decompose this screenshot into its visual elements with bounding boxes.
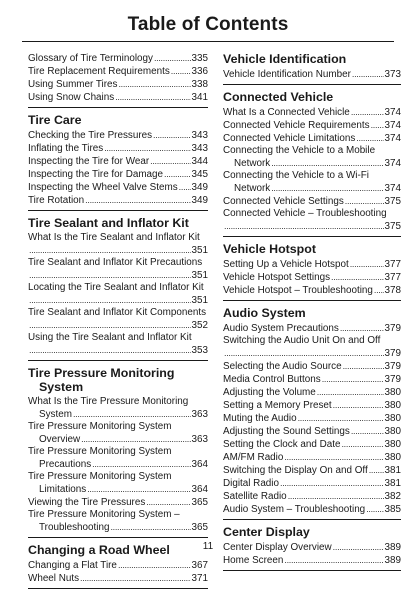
title-divider <box>22 41 394 42</box>
toc-section-vehicle-hotspot <box>223 242 401 301</box>
toc-entry-title: Wheel Nuts <box>28 573 80 584</box>
toc-entry-page-number: 380 <box>384 387 401 398</box>
section-heading <box>223 90 401 104</box>
toc-section-continued <box>28 52 208 108</box>
toc-entry-page-number: 377 <box>384 259 401 270</box>
toc-entry-title: Adjusting the Volume <box>223 387 316 398</box>
leader-dots <box>73 408 191 420</box>
toc-entry-page-number: 382 <box>384 491 401 502</box>
section-divider <box>223 519 401 520</box>
toc-entry-title: Locating the Tire Sealant and Inflator Kit <box>28 282 204 293</box>
toc-entry-page-number: 343 <box>191 143 208 154</box>
toc-entry-page-number: 378 <box>384 285 401 296</box>
toc-entry-title: Tire Rotation <box>28 195 85 206</box>
toc-entry[interactable] <box>223 360 401 373</box>
toc-entry-title: Audio System Precautions <box>223 323 339 334</box>
leader-dots <box>81 433 190 445</box>
toc-entry-title: Center Display Overview <box>223 542 332 553</box>
toc-entry-title: Using the Tire Sealant and Inflator Kit <box>28 332 192 343</box>
toc-entry[interactable] <box>223 284 401 297</box>
toc-entry[interactable] <box>223 68 401 81</box>
leader-dots <box>153 129 190 141</box>
toc-entry-title: Digital Radio <box>223 478 279 489</box>
page-number: 11 <box>202 541 214 552</box>
leader-dots <box>154 52 191 64</box>
leader-dots <box>351 425 384 437</box>
toc-entry-title: Vehicle Hotspot – Troubleshooting <box>223 285 373 296</box>
toc-entry-title-continued: Overview <box>39 434 81 445</box>
leader-dots <box>369 464 384 476</box>
toc-entry-title: Switching the Display On and Off <box>223 465 368 476</box>
toc-entry-page-number: 365 <box>191 497 208 508</box>
leader-dots <box>29 244 191 256</box>
section-heading <box>28 216 208 230</box>
toc-entry-title: Tire Pressure Monitoring System – <box>28 509 180 520</box>
toc-entry-page-number: 349 <box>191 195 208 206</box>
toc-entry-page-number: 353 <box>191 345 208 356</box>
toc-entry-title: Using Summer Tires <box>28 79 118 90</box>
toc-entry-page-number: 363 <box>191 409 208 420</box>
section-heading-text: Vehicle Identification <box>223 52 347 66</box>
section-heading-text: Tire Pressure Monitoring <box>28 366 175 380</box>
toc-entry[interactable] <box>28 496 208 509</box>
toc-entry-title: Tire Pressure Monitoring System <box>28 446 172 457</box>
section-divider <box>223 84 401 85</box>
section-divider <box>28 210 208 211</box>
toc-entry[interactable] <box>223 145 401 170</box>
toc-entry-page-number: 364 <box>191 459 208 470</box>
toc-entry[interactable] <box>28 421 208 446</box>
toc-entry-page-number: 345 <box>191 169 208 180</box>
section-divider <box>223 236 401 237</box>
toc-entry-title: Audio System – Troubleshooting <box>223 504 366 515</box>
toc-entry-page-number: 365 <box>191 522 208 533</box>
section-heading-text: Audio System <box>223 306 306 320</box>
toc-entry[interactable] <box>223 477 401 490</box>
toc-entry[interactable] <box>223 119 401 132</box>
toc-entry-title: Vehicle Hotspot Settings <box>223 272 331 283</box>
leader-dots <box>340 322 384 334</box>
toc-entry-page-number: 352 <box>191 320 208 331</box>
leader-dots <box>118 78 190 90</box>
toc-entry[interactable] <box>223 451 401 464</box>
leader-dots <box>374 284 384 296</box>
toc-entry-title-continued: Limitations <box>39 484 87 495</box>
section-heading-text: Vehicle Hotspot <box>223 242 316 256</box>
toc-entry-title: Connected Vehicle Limitations <box>223 133 356 144</box>
toc-entry[interactable] <box>28 307 208 332</box>
toc-entry-title: What Is a Connected Vehicle <box>223 107 350 118</box>
leader-dots <box>351 106 384 118</box>
toc-entry[interactable] <box>223 271 401 284</box>
toc-section-tire-care <box>28 113 208 211</box>
toc-entry-title: Inspecting the Tire for Wear <box>28 156 150 167</box>
section-heading-text: Tire Care <box>28 113 82 127</box>
toc-section-tire-sealant-and-inflator-kit <box>28 216 208 361</box>
toc-entry-title: What Is the Tire Sealant and Inflator Kit <box>28 232 200 243</box>
toc-entry-title: Setting Up a Vehicle Hotspot <box>223 259 349 270</box>
toc-entry-title: Satellite Radio <box>223 491 287 502</box>
toc-entry-page-number: 380 <box>384 426 401 437</box>
section-divider <box>28 107 208 108</box>
toc-entry-page-number: 381 <box>384 478 401 489</box>
leader-dots <box>280 477 384 489</box>
toc-entry-page-number: 389 <box>384 542 401 553</box>
toc-entry-title: Inspecting the Tire for Damage <box>28 169 164 180</box>
toc-entry-page-number: 374 <box>384 133 401 144</box>
section-heading <box>28 113 208 127</box>
leader-dots <box>341 438 383 450</box>
leader-dots <box>284 451 383 463</box>
section-heading <box>223 306 401 320</box>
toc-entry[interactable] <box>28 509 208 534</box>
toc-entry-title: Connected Vehicle Settings <box>223 196 344 207</box>
toc-entry-page-number: 371 <box>191 573 208 584</box>
toc-entry[interactable] <box>28 232 208 257</box>
toc-entry[interactable] <box>223 412 401 425</box>
toc-entry[interactable] <box>28 142 208 155</box>
toc-entry[interactable] <box>28 194 208 207</box>
leader-dots <box>150 155 190 167</box>
toc-entry[interactable] <box>223 195 401 208</box>
leader-dots <box>29 294 191 306</box>
toc-entry-title: What Is the Tire Pressure Monitoring <box>28 396 189 407</box>
right-column <box>223 52 401 576</box>
leader-dots <box>331 271 383 283</box>
leader-dots <box>343 360 384 372</box>
toc-entry-title-continued: Precautions <box>39 459 92 470</box>
toc-entry-title: Switching the Audio Unit On and Off <box>223 335 381 346</box>
leader-dots <box>356 132 383 144</box>
toc-entry-page-number: 343 <box>191 130 208 141</box>
leader-dots <box>322 373 384 385</box>
leader-dots <box>104 142 190 154</box>
toc-entry-page-number: 381 <box>384 465 401 476</box>
leader-dots <box>345 195 384 207</box>
section-divider <box>28 588 208 589</box>
toc-entry[interactable] <box>223 373 401 386</box>
toc-entry[interactable] <box>223 554 401 567</box>
left-column <box>28 52 208 594</box>
leader-dots <box>366 503 383 515</box>
toc-entry[interactable] <box>223 322 401 335</box>
section-heading-text: Center Display <box>223 525 310 539</box>
toc-entry-page-number: 374 <box>384 120 401 131</box>
toc-entry[interactable] <box>28 396 208 421</box>
toc-entry-title: Using Snow Chains <box>28 92 115 103</box>
leader-dots <box>118 559 191 571</box>
section-heading-text: Tire Sealant and Inflator Kit <box>28 216 189 230</box>
leader-dots <box>92 458 190 470</box>
leader-dots <box>333 399 384 411</box>
leader-dots <box>80 572 190 584</box>
toc-entry-page-number: 363 <box>191 434 208 445</box>
toc-entry[interactable] <box>223 170 401 195</box>
section-heading <box>223 52 401 66</box>
toc-entry[interactable] <box>223 132 401 145</box>
section-divider <box>223 300 401 301</box>
toc-entry[interactable] <box>28 181 208 194</box>
toc-entry[interactable] <box>28 65 208 78</box>
toc-entry-page-number: 380 <box>384 452 401 463</box>
leader-dots <box>350 258 384 270</box>
section-heading-text-continued: System <box>39 380 84 394</box>
leader-dots <box>29 344 191 356</box>
toc-entry[interactable] <box>28 129 208 142</box>
section-divider <box>28 360 208 361</box>
section-heading <box>28 366 208 394</box>
toc-entry-page-number: 389 <box>384 555 401 566</box>
toc-entry-page-number: 379 <box>384 348 401 359</box>
toc-entry-title: Inspecting the Wheel Valve Stems <box>28 182 178 193</box>
toc-entry-page-number: 344 <box>191 156 208 167</box>
toc-entry-page-number: 377 <box>384 272 401 283</box>
section-heading <box>223 525 401 539</box>
toc-entry[interactable] <box>28 78 208 91</box>
toc-entry-title: Tire Sealant and Inflator Kit Precautions <box>28 257 203 268</box>
toc-entry-page-number: 336 <box>191 66 208 77</box>
toc-entry-page-number: 364 <box>191 484 208 495</box>
leader-dots <box>29 319 191 331</box>
leader-dots <box>371 119 384 131</box>
toc-entry[interactable] <box>223 335 401 360</box>
toc-entry-title: Home Screen <box>223 555 284 566</box>
section-divider <box>28 537 208 538</box>
toc-entry[interactable] <box>223 425 401 438</box>
toc-entry-page-number: 338 <box>191 79 208 90</box>
toc-entry[interactable] <box>223 490 401 503</box>
toc-entry-page-number: 379 <box>384 374 401 385</box>
toc-entry[interactable] <box>223 208 401 233</box>
toc-entry-title: Tire Pressure Monitoring System <box>28 421 172 432</box>
toc-entry-page-number: 374 <box>384 183 401 194</box>
toc-entry-title-continued: Troubleshooting <box>39 522 110 533</box>
toc-entry-title: Vehicle Identification Number <box>223 69 351 80</box>
toc-entry-page-number: 351 <box>191 245 208 256</box>
toc-entry[interactable] <box>28 52 208 65</box>
leader-dots <box>271 182 383 194</box>
leader-dots <box>87 483 190 495</box>
toc-section-vehicle-identification <box>223 52 401 85</box>
leader-dots <box>224 347 384 359</box>
leader-dots <box>298 412 384 424</box>
toc-entry[interactable] <box>28 559 208 572</box>
leader-dots <box>179 181 191 193</box>
toc-entry-title: AM/FM Radio <box>223 452 284 463</box>
toc-entry-page-number: 380 <box>384 400 401 411</box>
toc-entry-title: Inflating the Tires <box>28 143 104 154</box>
toc-entry-page-number: 379 <box>384 361 401 372</box>
toc-entry[interactable] <box>223 438 401 451</box>
toc-entry[interactable] <box>28 168 208 181</box>
toc-entry[interactable] <box>223 386 401 399</box>
toc-entry-title: Connected Vehicle Requirements <box>223 120 370 131</box>
toc-section-tire-pressure-monitoring <box>28 366 208 538</box>
toc-entry-title: Adjusting the Sound Settings <box>223 426 350 437</box>
toc-entry-title-continued: Network <box>234 183 271 194</box>
toc-entry-title: Connected Vehicle – Troubleshooting <box>223 208 387 219</box>
leader-dots <box>317 386 384 398</box>
toc-entry-page-number: 385 <box>384 504 401 515</box>
toc-entry-page-number: 335 <box>191 53 208 64</box>
toc-entry-page-number: 374 <box>384 158 401 169</box>
toc-entry-title: Selecting the Audio Source <box>223 361 342 372</box>
leader-dots <box>171 65 191 77</box>
leader-dots <box>85 194 190 206</box>
toc-entry-title: Viewing the Tire Pressures <box>28 497 146 508</box>
toc-entry-page-number: 374 <box>384 107 401 118</box>
leader-dots <box>271 157 383 169</box>
toc-entry[interactable] <box>223 258 401 271</box>
toc-section-connected-vehicle <box>223 90 401 237</box>
toc-entry-title: Setting the Clock and Date <box>223 439 341 450</box>
toc-entry[interactable] <box>223 106 401 119</box>
section-heading-text: Changing a Road Wheel <box>28 543 170 557</box>
toc-entry-page-number: 375 <box>384 221 401 232</box>
toc-entry[interactable] <box>28 572 208 585</box>
toc-entry-title-continued: System <box>39 409 72 420</box>
toc-entry-page-number: 351 <box>191 270 208 281</box>
toc-entry-title: Connecting the Vehicle to a Mobile <box>223 145 376 156</box>
toc-entry-page-number: 380 <box>384 413 401 424</box>
toc-entry-page-number: 351 <box>191 295 208 306</box>
toc-entry[interactable] <box>28 257 208 282</box>
leader-dots <box>146 496 190 508</box>
leader-dots <box>224 220 384 232</box>
toc-entry-title: Tire Pressure Monitoring System <box>28 471 172 482</box>
toc-entry-page-number: 367 <box>191 560 208 571</box>
toc-entry-page-number: 380 <box>384 439 401 450</box>
leader-dots <box>29 269 191 281</box>
section-heading-text: Connected Vehicle <box>223 90 334 104</box>
toc-entry-page-number: 373 <box>384 69 401 80</box>
toc-entry-page-number: 341 <box>191 92 208 103</box>
toc-entry-page-number: 375 <box>384 196 401 207</box>
toc-entry-title: Checking the Tire Pressures <box>28 130 153 141</box>
toc-entry-title: Media Control Buttons <box>223 374 321 385</box>
toc-entry-title: Glossary of Tire Terminology <box>28 53 153 64</box>
toc-entry-title: Tire Replacement Requirements <box>28 66 170 77</box>
toc-entry-title: Muting the Audio <box>223 413 297 424</box>
toc-entry-title-continued: Network <box>234 158 271 169</box>
toc-entry-page-number: 349 <box>191 182 208 193</box>
toc-entry[interactable] <box>28 446 208 471</box>
toc-entry-title: Connecting the Vehicle to a Wi-Fi <box>223 170 370 181</box>
toc-entry[interactable] <box>28 282 208 307</box>
toc-entry[interactable] <box>28 91 208 104</box>
leader-dots <box>164 168 190 180</box>
leader-dots <box>115 91 190 103</box>
leader-dots <box>352 68 384 80</box>
section-heading <box>223 242 401 256</box>
leader-dots <box>288 490 384 502</box>
toc-entry[interactable] <box>223 464 401 477</box>
toc-entry[interactable] <box>223 399 401 412</box>
toc-section-audio-system <box>223 306 401 520</box>
page-title: Table of Contents <box>127 14 289 35</box>
toc-entry-page-number: 379 <box>384 323 401 334</box>
toc-entry-title: Setting a Memory Preset <box>223 400 332 411</box>
toc-entry-title: Tire Sealant and Inflator Kit Components <box>28 307 207 318</box>
toc-entry[interactable] <box>223 503 401 516</box>
leader-dots <box>284 554 383 566</box>
toc-entry[interactable] <box>28 155 208 168</box>
toc-entry[interactable] <box>28 332 208 357</box>
toc-entry[interactable] <box>28 471 208 496</box>
leader-dots <box>110 521 190 533</box>
toc-entry-title: Changing a Flat Tire <box>28 560 117 571</box>
